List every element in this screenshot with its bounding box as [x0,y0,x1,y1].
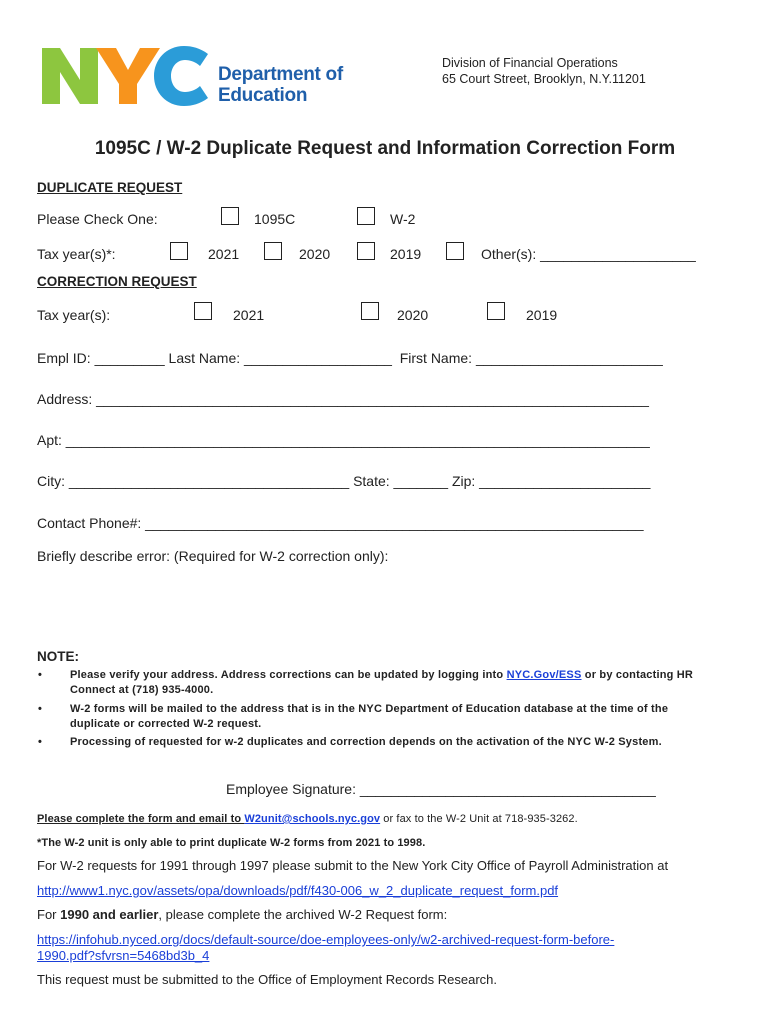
checkbox-dup-2020[interactable] [264,242,282,260]
label-dup-2019: 2019 [390,246,422,262]
doe-logo [40,40,360,110]
note1-post: or by contacting HR Connect at (718) 935-4000. [70,669,694,696]
for-post: , please complete the archived W-2 Request form: [158,907,448,922]
note3-text: Processing of requested for w-2 duplicates and correction depends on the activation of the NYC W-2 System. [70,736,662,748]
archived-form-link-line2[interactable]: 1990.pdf?sfvrsn=5468bd3b_4 [37,948,210,963]
note1-pre: Please verify your address. Address corrections can be updated by logging into [70,669,507,681]
nyc-logo-letters [40,40,215,110]
opa-instructions: For W-2 requests for 1991 through 1997 please submit to the New York City Office of Payroll Administration at [37,858,669,873]
dup-others-field[interactable]: Other(s): ____________________ [481,246,696,262]
duplicate-heading: DUPLICATE REQUEST [37,180,183,195]
label-corr-2019: 2019 [526,307,558,323]
apt-field[interactable]: Apt: ___________________________________________________________________________ [37,432,650,448]
page-title: 1095C / W-2 Duplicate Request and Information Correction Form [94,138,676,159]
checkbox-w2[interactable] [357,207,375,225]
error-description-label: Briefly describe error: (Required for W-2 correction only): [37,548,389,564]
label-corr-2020: 2020 [397,307,429,323]
employee-name-fields[interactable]: Empl ID: _________ Last Name: ___________________ First Name: ________________________ [37,350,663,366]
correction-heading: CORRECTION REQUEST [37,274,197,289]
note2-text: W-2 forms will be mailed to the address that is in the NYC Department of Education database at the time of the duplicate or corrected W-2 request. [70,703,669,730]
label-1095c: 1095C [254,211,296,227]
address-field[interactable]: Address: _______________________________________________________________________ [37,391,649,407]
check-one-label: Please Check One: [37,211,158,227]
city-state-zip-fields[interactable]: City: ____________________________________ State: _______ Zip: ______________________ [37,473,651,489]
bullet: • [38,669,43,681]
error-description-area[interactable] [37,568,727,638]
complete-instructions [37,813,578,825]
checkbox-dup-2019[interactable] [357,242,375,260]
corr-tax-years-label: Tax year(s): [37,307,111,323]
for-pre: For [37,907,61,922]
employee-signature-field[interactable]: Employee Signature: ______________________________________ [226,781,656,797]
division-name: Division of Financial Operations [442,56,618,70]
archived-form-link-line1[interactable]: https://infohub.nyced.org/docs/default-source/doe-employees-only/w2-archived-request-form-before- [37,932,615,947]
bullet: • [38,736,43,748]
nyc-gov-ess-link[interactable]: NYC.Gov/ESS [506,669,582,681]
label-w2: W-2 [390,211,416,227]
w2unit-email-link[interactable]: W2unit@schools.nyc.gov [244,813,381,825]
dup-tax-years-label: Tax year(s)*: [37,246,116,262]
logo-dept-line2: Education [218,85,308,106]
contact-phone-field[interactable]: Contact Phone#: ________________________________________________________________ [37,515,644,531]
print-range-note: *The W-2 unit is only able to print duplicate W-2 forms from 2021 to 1998. [37,837,426,849]
label-dup-2020: 2020 [299,246,331,262]
opa-form-link[interactable]: http://www1.nyc.gov/assets/opa/downloads/pdf/f430-006_w_2_duplicate_request_form.pdf [37,883,559,898]
checkbox-dup-others[interactable] [446,242,464,260]
checkbox-corr-2021[interactable] [194,302,212,320]
complete-pre: Please complete the form and email to [37,813,245,825]
checkbox-corr-2019[interactable] [487,302,505,320]
label-corr-2021: 2021 [233,307,265,323]
checkbox-1095c[interactable] [221,207,239,225]
submission-note: This request must be submitted to the Office of Employment Records Research. [37,972,498,987]
note-heading: NOTE: [37,649,79,664]
logo-dept-line1: Department of [218,64,343,85]
checkbox-dup-2021[interactable] [170,242,188,260]
checkbox-corr-2020[interactable] [361,302,379,320]
archived-instructions [37,907,447,922]
label-dup-2021: 2021 [208,246,240,262]
bullet: • [38,703,43,715]
for-bold: 1990 and earlier [60,907,159,922]
complete-post: or fax to the W-2 Unit at 718-935-3262. [380,813,578,825]
division-address: 65 Court Street, Brooklyn, N.Y.11201 [442,72,646,86]
